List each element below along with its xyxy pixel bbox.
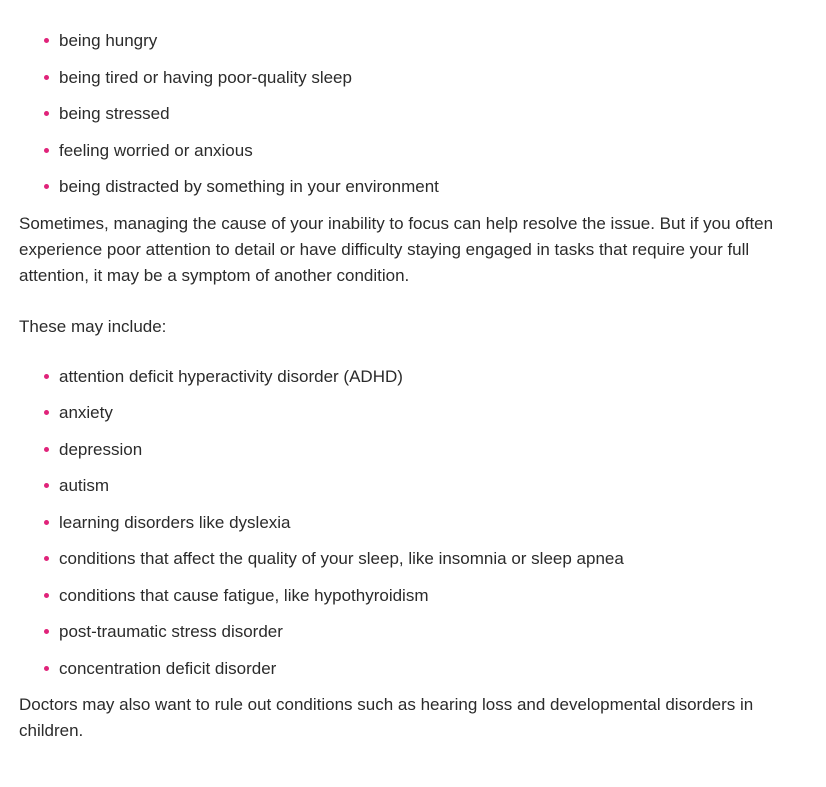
list-item-text: autism — [59, 476, 110, 495]
list-item-text: concentration deficit disorder — [59, 658, 277, 678]
article-body — [19, 0, 779, 744]
bullet-icon — [44, 148, 49, 153]
list-item — [19, 550, 779, 587]
list-item-text: being stressed — [59, 104, 170, 123]
bullet-icon — [44, 111, 49, 116]
list-item-text: anxiety — [59, 403, 113, 422]
list-item — [19, 32, 779, 69]
list-item-text: being distracted by something in your environment — [59, 177, 439, 196]
bullet-icon — [44, 629, 49, 634]
list-item — [19, 69, 779, 106]
list-item — [19, 142, 779, 179]
list-item — [19, 660, 779, 697]
bullet-icon — [44, 593, 49, 598]
paragraph: Sometimes, managing the cause of your inability to focus can help resolve the issue. But if you often experience poor attention to detail or have difficulty staying engaged in tasks that require your full attention, it may be a symptom of another condition. — [19, 213, 774, 285]
list-item — [19, 105, 779, 142]
list-item-text: being tired or having poor-quality sleep — [59, 67, 352, 87]
bullet-icon — [44, 38, 49, 43]
bullet-icon — [44, 184, 49, 189]
paragraph: These may include: — [19, 316, 167, 336]
list-item-text: post-traumatic stress disorder — [59, 622, 283, 641]
bullet-icon — [44, 447, 49, 452]
bullet-icon — [44, 410, 49, 415]
list-item-text: conditions that cause fatigue, like hypothyroidism — [59, 585, 429, 605]
list-item — [19, 368, 779, 405]
bullet-icon — [44, 556, 49, 561]
list-item-text: conditions that affect the quality of your sleep, like insomnia or sleep apnea — [59, 549, 624, 568]
paragraph: Doctors may also want to rule out conditions such as hearing loss and developmental disorders in children. — [19, 695, 754, 740]
causes-list — [19, 32, 779, 215]
list-item — [19, 178, 779, 215]
list-item — [19, 587, 779, 624]
list-item — [19, 404, 779, 441]
list-item — [19, 514, 779, 551]
bullet-icon — [44, 483, 49, 488]
list-item — [19, 441, 779, 478]
list-item-text: learning disorders like dyslexia — [59, 512, 291, 532]
bullet-icon — [44, 520, 49, 525]
bullet-icon — [44, 666, 49, 671]
list-item — [19, 623, 779, 660]
list-item-text: attention deficit hyperactivity disorder (ADHD) — [59, 366, 403, 386]
list-item-text: feeling worried or anxious — [59, 140, 253, 160]
conditions-list — [19, 368, 779, 697]
list-item-text: depression — [59, 439, 143, 459]
bullet-icon — [44, 374, 49, 379]
bullet-icon — [44, 75, 49, 80]
list-item — [19, 477, 779, 514]
list-item-text: being hungry — [59, 31, 158, 50]
